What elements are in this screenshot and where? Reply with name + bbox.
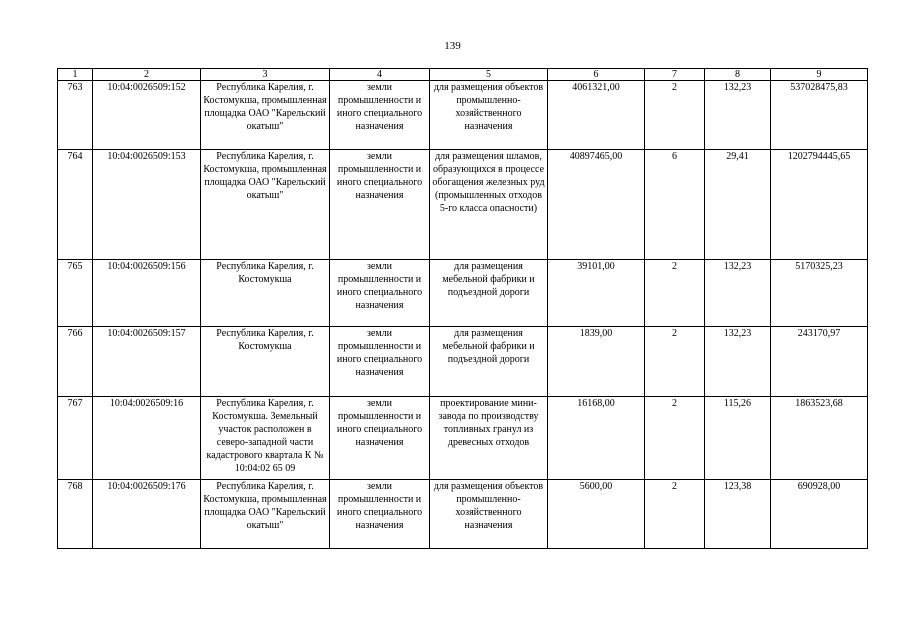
address-cell: Республика Карелия, г. Костомукша, промышленная площадка ОАО "Карельский окатыш" bbox=[201, 480, 330, 549]
specific-value-cell: 132,23 bbox=[705, 260, 771, 327]
permitted-use-cell: для размещения мебельной фабрики и подъездной дороги bbox=[430, 260, 548, 327]
land-category-cell: земли промышленности и иного специального назначения bbox=[330, 397, 430, 480]
address-cell: Республика Карелия, г. Костомукша, промышленная площадка ОАО "Карельский окатыш" bbox=[201, 150, 330, 260]
cadastral-number-cell: 10:04:0026509:152 bbox=[93, 81, 201, 150]
specific-value-cell: 29,41 bbox=[705, 150, 771, 260]
area-cell: 40897465,00 bbox=[548, 150, 645, 260]
area-cell: 39101,00 bbox=[548, 260, 645, 327]
table-row bbox=[58, 150, 868, 260]
land-registry-table bbox=[57, 68, 868, 549]
cadastral-value-cell: 1202794445,65 bbox=[771, 150, 868, 260]
area-cell: 4061321,00 bbox=[548, 81, 645, 150]
cadastral-value-cell: 5170325,23 bbox=[771, 260, 868, 327]
cadastral-value-cell: 537028475,83 bbox=[771, 81, 868, 150]
cadastral-number-cell: 10:04:0026509:157 bbox=[93, 327, 201, 397]
address-cell: Республика Карелия, г. Костомукша bbox=[201, 260, 330, 327]
column-header: 1 bbox=[58, 69, 93, 81]
row-number-cell: 767 bbox=[58, 397, 93, 480]
column-header: 4 bbox=[330, 69, 430, 81]
table-row bbox=[58, 327, 868, 397]
cadastral-value-cell: 690928,00 bbox=[771, 480, 868, 549]
group-cell: 2 bbox=[645, 480, 705, 549]
page-number: 139 bbox=[444, 40, 461, 52]
table-row bbox=[58, 81, 868, 150]
row-number-cell: 765 bbox=[58, 260, 93, 327]
area-cell: 1839,00 bbox=[548, 327, 645, 397]
row-number-cell: 766 bbox=[58, 327, 93, 397]
column-header: 2 bbox=[93, 69, 201, 81]
cadastral-number-cell: 10:04:0026509:16 bbox=[93, 397, 201, 480]
column-header: 6 bbox=[548, 69, 645, 81]
area-cell: 5600,00 bbox=[548, 480, 645, 549]
specific-value-cell: 115,26 bbox=[705, 397, 771, 480]
cadastral-number-cell: 10:04:0026509:176 bbox=[93, 480, 201, 549]
row-number-cell: 763 bbox=[58, 81, 93, 150]
specific-value-cell: 123,38 bbox=[705, 480, 771, 549]
area-cell: 16168,00 bbox=[548, 397, 645, 480]
group-cell: 2 bbox=[645, 260, 705, 327]
permitted-use-cell: для размещения мебельной фабрики и подъездной дороги bbox=[430, 327, 548, 397]
column-header: 8 bbox=[705, 69, 771, 81]
specific-value-cell: 132,23 bbox=[705, 81, 771, 150]
land-category-cell: земли промышленности и иного специального назначения bbox=[330, 260, 430, 327]
column-header-row bbox=[58, 69, 868, 81]
permitted-use-cell: проектирование мини-завода по производству топливных гранул из древесных отходов bbox=[430, 397, 548, 480]
table-row bbox=[58, 397, 868, 480]
group-cell: 2 bbox=[645, 327, 705, 397]
address-cell: Республика Карелия, г. Костомукша, промышленная площадка ОАО "Карельский окатыш" bbox=[201, 81, 330, 150]
permitted-use-cell: для размещения шламов, образующихся в процессе обогащения железных руд (промышленных отходов 5-го класса опасности) bbox=[430, 150, 548, 260]
cadastral-number-cell: 10:04:0026509:153 bbox=[93, 150, 201, 260]
address-cell: Республика Карелия, г. Костомукша. Земельный участок расположен в северо-западной части кадастрового квартала К № 10:04:02 65 09 bbox=[201, 397, 330, 480]
specific-value-cell: 132,23 bbox=[705, 327, 771, 397]
land-category-cell: земли промышленности и иного специального назначения bbox=[330, 150, 430, 260]
address-cell: Республика Карелия, г. Костомукша bbox=[201, 327, 330, 397]
column-header: 9 bbox=[771, 69, 868, 81]
column-header: 7 bbox=[645, 69, 705, 81]
row-number-cell: 764 bbox=[58, 150, 93, 260]
land-category-cell: земли промышленности и иного специального назначения bbox=[330, 327, 430, 397]
cadastral-value-cell: 243170,97 bbox=[771, 327, 868, 397]
table-row bbox=[58, 480, 868, 549]
cadastral-number-cell: 10:04:0026509:156 bbox=[93, 260, 201, 327]
land-category-cell: земли промышленности и иного специального назначения bbox=[330, 480, 430, 549]
land-category-cell: земли промышленности и иного специального назначения bbox=[330, 81, 430, 150]
column-header: 3 bbox=[201, 69, 330, 81]
row-number-cell: 768 bbox=[58, 480, 93, 549]
group-cell: 6 bbox=[645, 150, 705, 260]
group-cell: 2 bbox=[645, 397, 705, 480]
table-row bbox=[58, 260, 868, 327]
group-cell: 2 bbox=[645, 81, 705, 150]
permitted-use-cell: для размещения объектов промышленно-хозяйственного назначения bbox=[430, 480, 548, 549]
permitted-use-cell: для размещения объектов промышленно-хозяйственного назначения bbox=[430, 81, 548, 150]
column-header: 5 bbox=[430, 69, 548, 81]
cadastral-value-cell: 1863523,68 bbox=[771, 397, 868, 480]
